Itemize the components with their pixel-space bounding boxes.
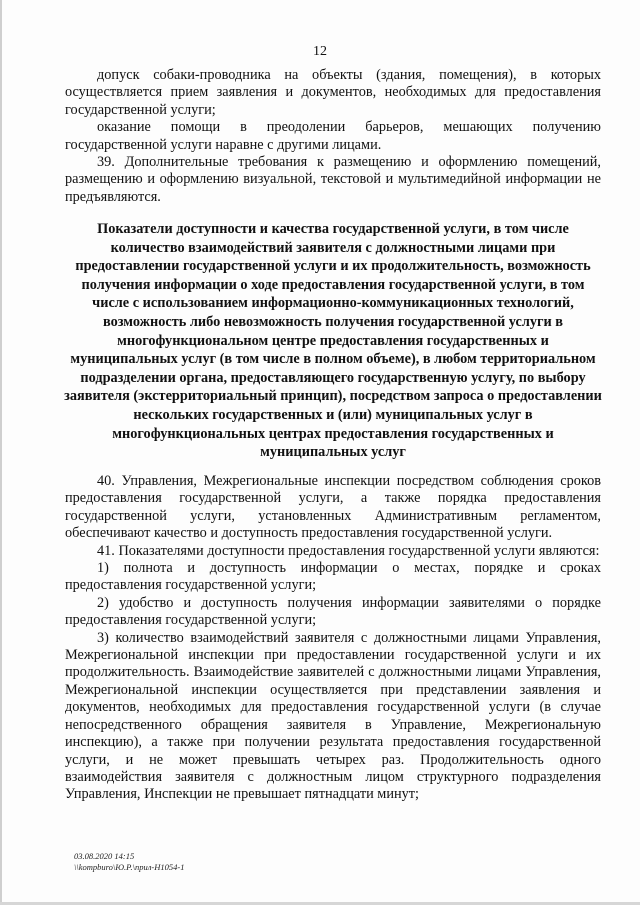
list-item-1: 1) полнота и доступность информации о местах, порядке и сроках предоставления государственной услуги;: [65, 560, 601, 594]
section-heading-text: Показатели доступности и качества государственной услуги, в том числе количество взаимодействий заявителя с должностными лицами при предоставлении государственной услуги и их продолжительность, возможность получения информации о ходе предоставления государственной услуги, в том числе с использованием информационно-коммуникационных технологий, возможность либо невозможность получения государственной услуги в многофункциональном центре предоставления государственных и муниципальных услуг (в том числе в полном объеме), в любом территориальном подразделении органа, предоставляющего государственную услугу, по выбору заявителя (экстерриториальный принцип), посредством запроса о предоставлении нескольких государственных и (или) муниципальных услуг в многофункциональных центрах предоставления государственных и муниципальных услуг: [64, 221, 602, 461]
footer-date: 03.08.2020 14:15: [74, 851, 135, 861]
paragraph-40: 40. Управления, Межрегиональные инспекции посредством соблюдения сроков предоставления государственной услуги, а также порядка предоставления государственной услуги, установленных Административным регламентом, обеспечивают качество и доступность предоставления государственной услуги.: [65, 473, 601, 542]
footer-file-path: \\kompburo\Ю.Р.\прил-Н1054-1: [74, 862, 185, 872]
paragraph-guide-dog: допуск собаки-проводника на объекты (здания, помещения), в которых осуществляется прием заявления и документов, необходимых для предоставления государственной услуги;: [65, 67, 601, 118]
list-item-2: 2) удобство и доступность получения информации заявителями о порядке предоставления государственной услуги;: [65, 594, 601, 629]
paragraph-41: 41. Показателями доступности предоставления государственной услуги являются:: [97, 542, 600, 559]
footer-note: [74, 851, 184, 873]
paragraph-assistance: оказание помощи в преодолении барьеров, мешающих получению государственной услуги наравне с другими лицами.: [65, 119, 601, 153]
bottom-text-block: [65, 473, 601, 804]
top-text-block: [65, 67, 601, 206]
list-item-3: 3) количество взаимодействий заявителя с должностными лицами Управления, Межрегиональной инспекции при предоставлении государственной услуги и их продолжительность. Взаимодействие заявителей с должностными лицами Управления, Межрегиональной инспекции осуществляется при представлении заявления и документов, необходимых для предоставления государственной услуги (в случае непосредственного обращения заявителя в Управление, Межрегиональную инспекцию), а также при получении результата предоставления государственной услуги, и не может превышать четырех раз. Продолжительность одного взаимодействия заявителя с должностным лицом структурного подразделения Управления, Инспекции не превышает пятнадцати минут;: [65, 629, 601, 803]
paragraph-39: 39. Дополнительные требования к размещению и оформлению помещений, размещению и оформлению визуальной, текстовой и мультимедийной информации не предъявляются.: [65, 154, 601, 205]
scan-edge-left: [0, 0, 2, 905]
page-number: 12: [313, 44, 327, 59]
section-heading: [63, 220, 603, 462]
